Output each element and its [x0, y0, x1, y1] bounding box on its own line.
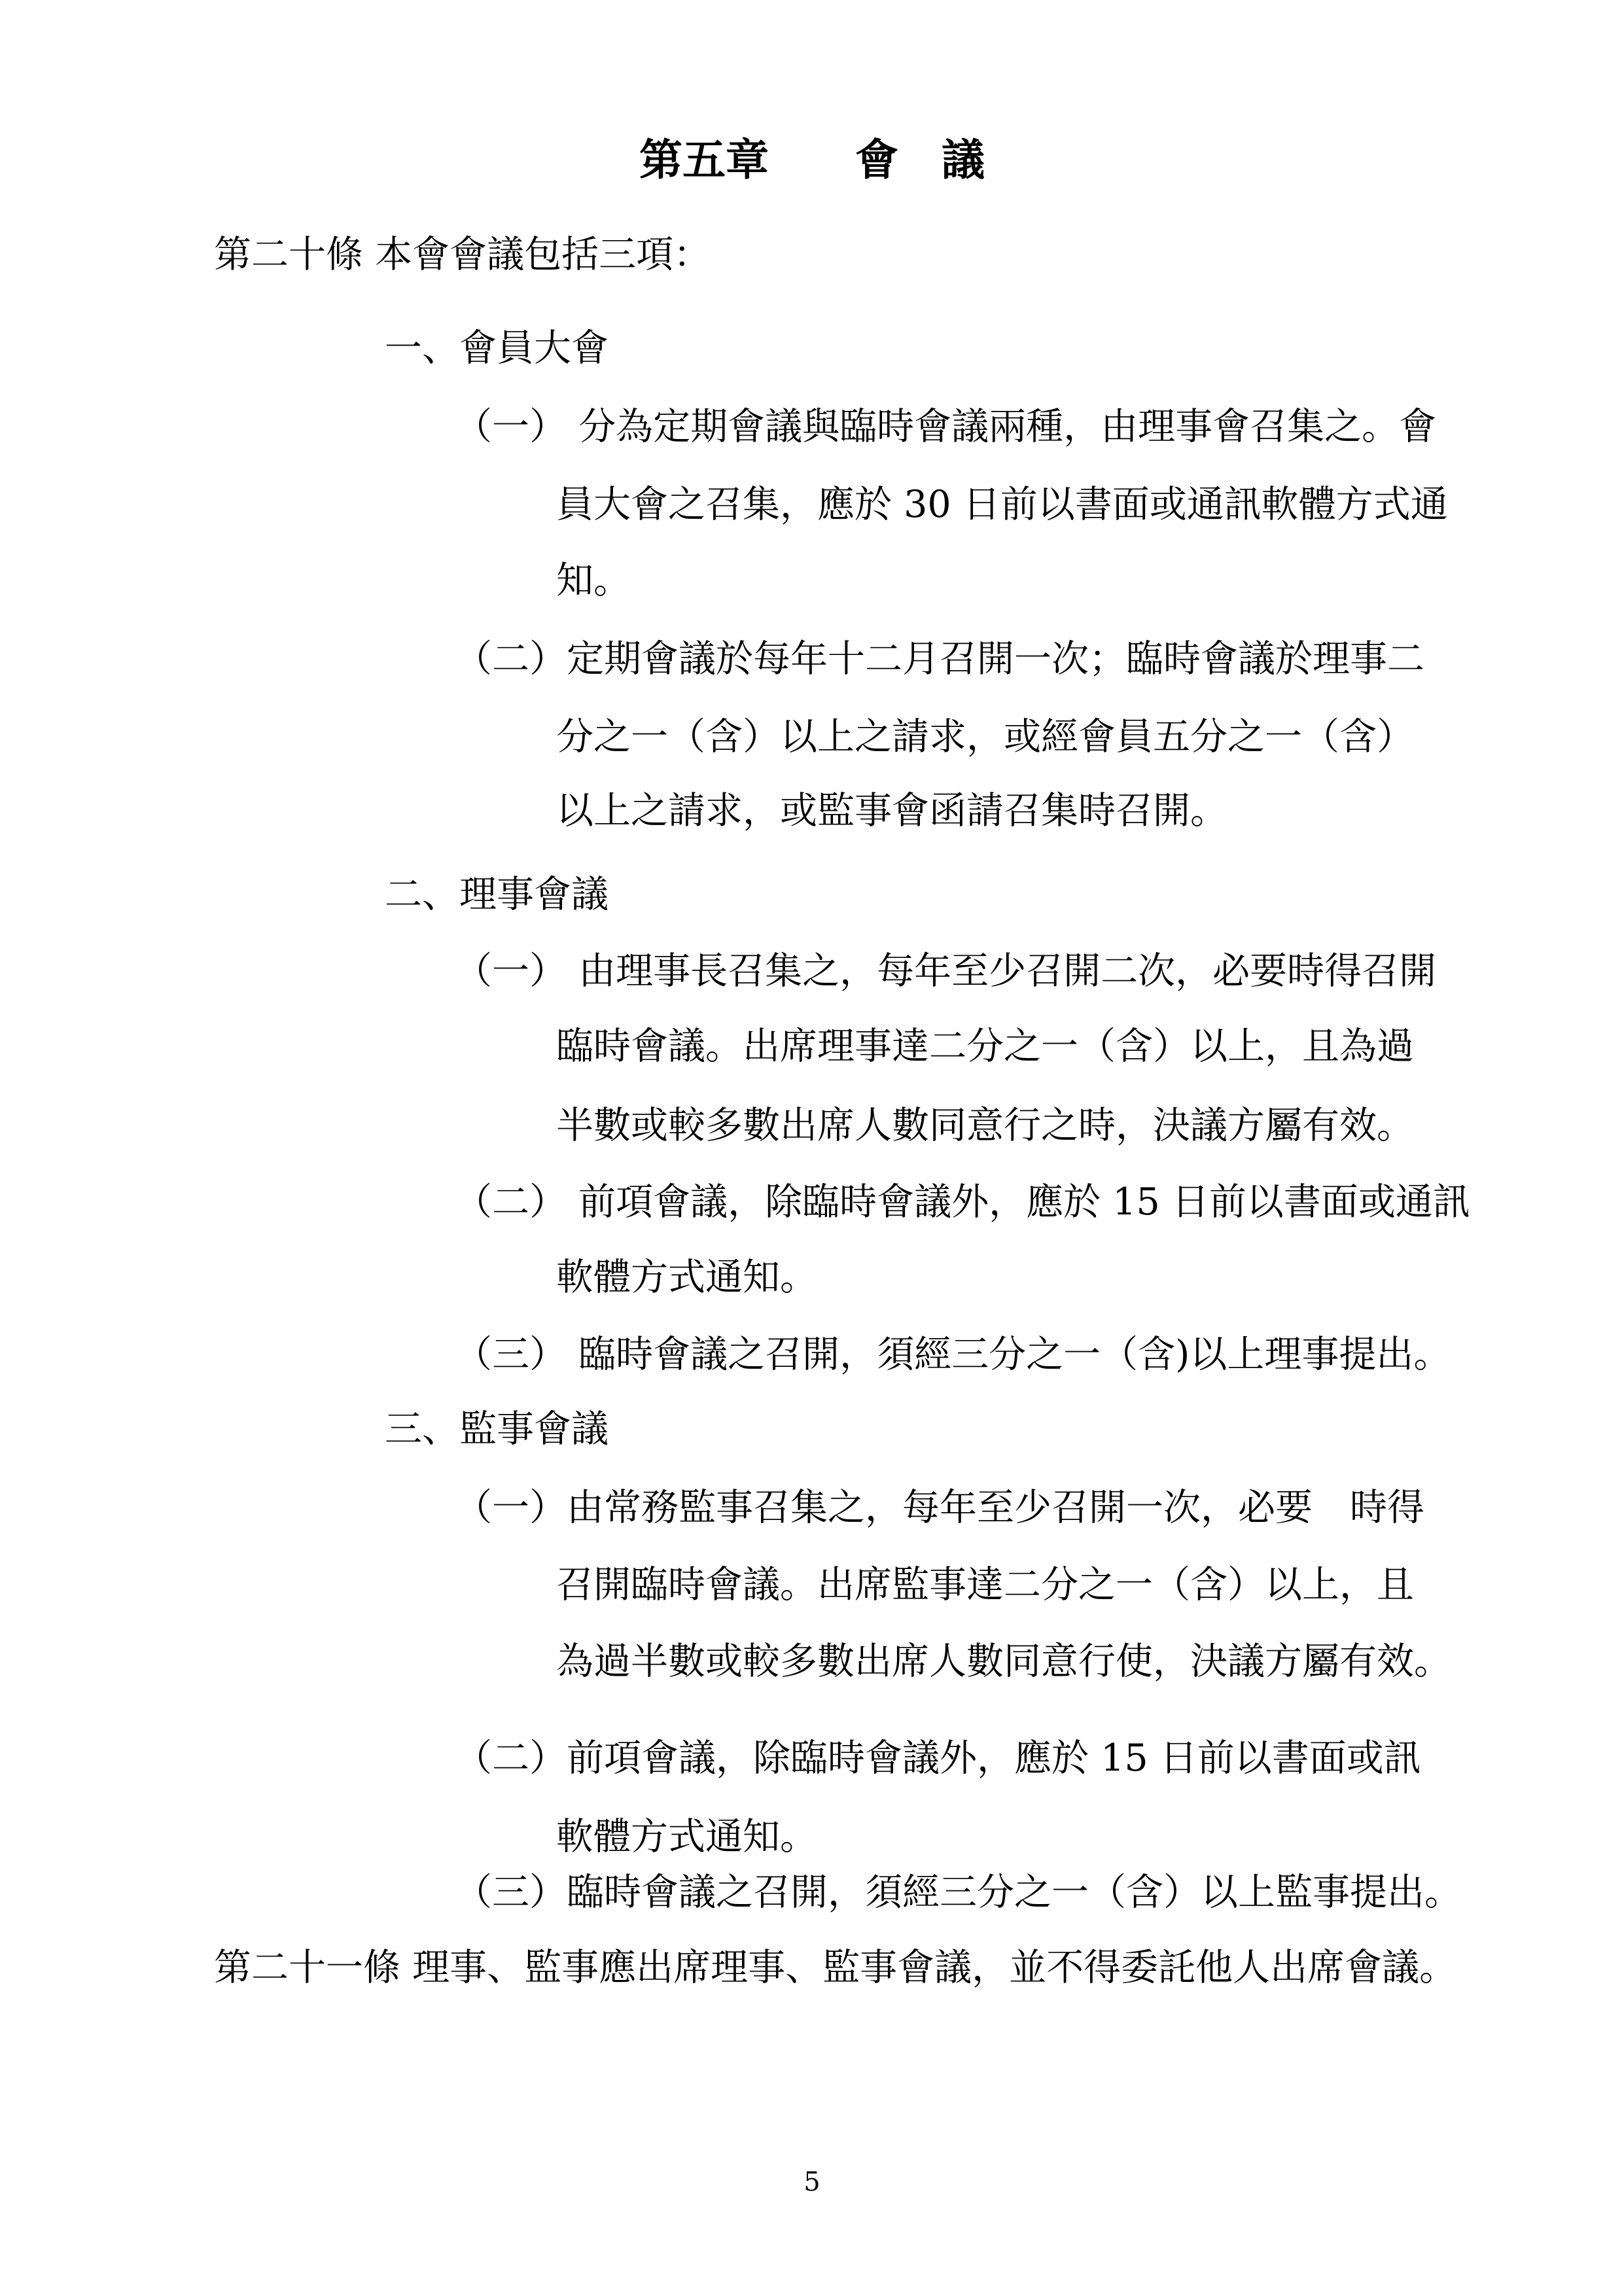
section-1-item-2-line-2: 分之一（含）以上之請求，或經會員五分之一（含） [556, 715, 1414, 758]
section-3-item-1-line-2: 召開臨時會議。出席監事達二分之一（含）以上，且 [556, 1563, 1414, 1606]
section-2-item-2-line-1: （二） 前項會議，除臨時會議外，應於 15 日前以書面或通訊 [455, 1180, 1470, 1224]
section-3-heading: 三、監事會議 [385, 1407, 609, 1451]
section-3-item-2-line-2: 軟體方式通知。 [556, 1815, 817, 1858]
section-1-item-1-line-2: 員大會之召集，應於 30 日前以書面或通訊軟體方式通 [556, 483, 1448, 526]
section-3-item-2-line-1: （二）前項會議，除臨時會議外，應於 15 日前以書面或訊 [455, 1737, 1421, 1780]
section-2-item-2-line-2: 軟體方式通知。 [556, 1256, 817, 1299]
section-2-item-1-line-1: （一） 由理事長召集之，每年至少召開二次，必要時得召開 [455, 949, 1437, 993]
section-2-heading: 二、理事會議 [385, 873, 609, 916]
article-20-heading: 第二十條 本會會議包括三項： [214, 233, 711, 276]
section-2-item-3-line-1: （三） 臨時會議之召開，須經三分之一（含)以上理事提出。 [455, 1333, 1451, 1376]
section-1-item-2-line-3: 以上之請求，或監事會函請召集時召開。 [556, 789, 1227, 832]
section-2-item-1-line-2: 臨時會議。出席理事達二分之一（含）以上，且為過 [556, 1025, 1414, 1068]
section-1-heading: 一、會員大會 [385, 327, 609, 370]
article-21-text: 第二十一條 理事、監事應出席理事、監事會議，並不得委託他人出席會議。 [214, 1946, 1457, 1989]
section-3-item-3-line-1: （三）臨時會議之召開，須經三分之一（含）以上監事提出。 [455, 1871, 1462, 1914]
section-1-item-2-line-1: （二）定期會議於每年十二月召開一次；臨時會議於理事二 [455, 637, 1424, 680]
section-1-item-1-line-1: （一） 分為定期會議與臨時會議兩種，由理事會召集之。會 [455, 405, 1437, 448]
section-2-item-1-line-3: 半數或較多數出席人數同意行之時，決議方屬有效。 [556, 1104, 1414, 1147]
section-3-item-1-line-3: 為過半數或較多數出席人數同意行使，決議方屬有效。 [556, 1640, 1451, 1683]
chapter-title: 第五章 會 議 [639, 135, 985, 185]
page-number: 5 [803, 2167, 821, 2197]
section-3-item-1-line-1: （一）由常務監事召集之，每年至少召開一次，必要 時得 [455, 1486, 1424, 1529]
section-1-item-1-line-3: 知。 [556, 559, 631, 602]
